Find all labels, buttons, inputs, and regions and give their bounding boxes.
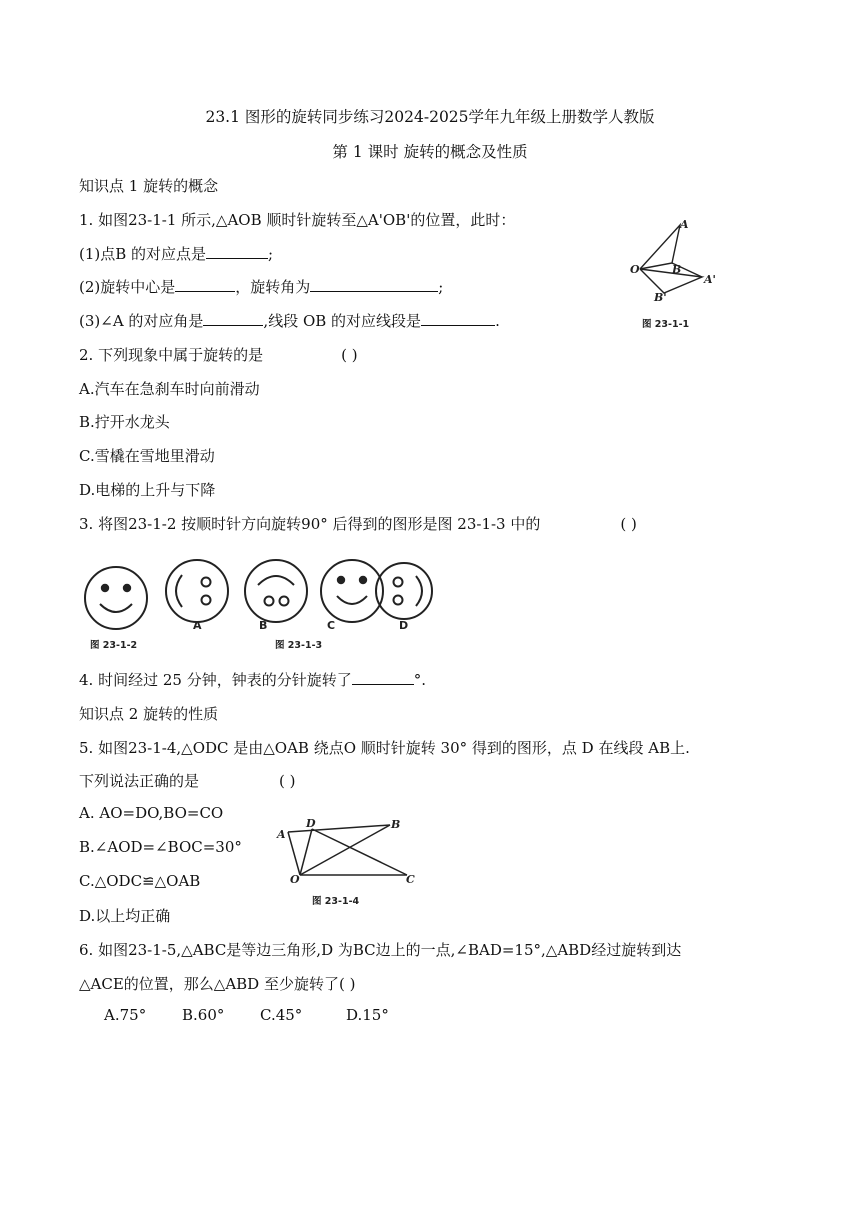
figure-caption: 图 23-1-4 bbox=[312, 896, 360, 907]
question-3-stem bbox=[79, 513, 637, 534]
q1-p3-end: . bbox=[495, 312, 500, 330]
label-B-prime: B' bbox=[654, 291, 667, 304]
question-2-stem bbox=[79, 344, 358, 365]
option-a: A. AO=DO,BO=CO bbox=[79, 804, 224, 822]
q2-stem-text: 2. 下列现象中属于旋转的是 bbox=[79, 346, 264, 364]
label-O: O bbox=[630, 263, 640, 276]
figure-faces bbox=[78, 542, 438, 652]
question-5-stem-line-1: 5. 如图23-1-4,△ODC 是由△OAB 绕点O 顺时针旋转 30° 得到的图形，点 D 在线段 AB上. bbox=[79, 739, 690, 757]
option-d: D.电梯的上升与下降 bbox=[79, 481, 216, 499]
question-4 bbox=[79, 669, 426, 690]
face-label-b: B bbox=[259, 619, 268, 632]
q4-text: 4. 时间经过 25 分钟，钟表的分针旋转了 bbox=[79, 671, 352, 689]
label-A: A bbox=[680, 218, 689, 231]
label-B: B bbox=[391, 818, 401, 831]
answer-paren: ( ) bbox=[620, 515, 637, 533]
option-a: A.75° bbox=[104, 1006, 147, 1024]
answer-blank[interactable] bbox=[206, 244, 268, 259]
q1-p3-mid: ,线段 OB 的对应线段是 bbox=[263, 312, 422, 330]
question-1-part-3 bbox=[79, 310, 500, 331]
answer-blank[interactable] bbox=[352, 670, 414, 685]
answer-blank[interactable] bbox=[175, 277, 235, 292]
label-B: B bbox=[672, 263, 682, 276]
figure-caption-23-1-3: 图 23-1-3 bbox=[275, 640, 323, 651]
option-d: D.15° bbox=[346, 1006, 389, 1024]
question-1-stem: 1. 如图23-1-1 所示,△AOB 顺时针旋转至△A'OB'的位置，此时： bbox=[79, 211, 516, 229]
question-6-stem-line-1: 6. 如图23-1-5,△ABC是等边三角形,D 为BC边上的一点,∠BAD=15°,△ABD经过旋转到达 bbox=[79, 941, 682, 959]
option-c: C.△ODC≌△OAB bbox=[79, 872, 201, 890]
q4-end: °. bbox=[413, 671, 426, 689]
answer-blank[interactable] bbox=[421, 311, 495, 326]
option-a: A.汽车在急刹车时向前滑动 bbox=[79, 380, 260, 398]
face-label-a: A bbox=[193, 619, 202, 632]
face-label-d: D bbox=[399, 619, 409, 632]
label-A: A bbox=[277, 828, 286, 841]
figure-caption: 图 23-1-1 bbox=[642, 319, 690, 330]
question-1-part-2 bbox=[79, 276, 443, 297]
label-O: O bbox=[290, 873, 300, 886]
q1-p2-text: (2)旋转中心是 bbox=[79, 278, 176, 296]
q1-p1-end: ; bbox=[268, 245, 274, 263]
option-c: C.45° bbox=[260, 1006, 303, 1024]
face-label-c: C bbox=[327, 619, 336, 632]
figure-23-1-4 bbox=[272, 818, 432, 910]
option-d: D.以上均正确 bbox=[79, 907, 171, 925]
q3-stem-text: 3. 将图23-1-2 按顺时针方向旋转90° 后得到的图形是图 23-1-3 中的 bbox=[79, 515, 541, 533]
answer-paren: ( ) bbox=[279, 772, 296, 790]
label-D: D bbox=[306, 818, 316, 830]
section-heading-concept: 知识点 1 旋转的概念 bbox=[79, 177, 219, 195]
answer-blank[interactable] bbox=[203, 311, 263, 326]
question-1-part-1 bbox=[79, 243, 273, 264]
section-heading-properties: 知识点 2 旋转的性质 bbox=[79, 705, 219, 723]
answer-paren: ( ) bbox=[341, 346, 358, 364]
question-5-stem-line-2 bbox=[79, 770, 296, 791]
q5-stem-text: 下列说法正确的是 bbox=[79, 772, 200, 790]
question-6-stem-line-2: △ACE的位置，那么△ABD 至少旋转了( ) bbox=[79, 975, 356, 993]
label-A-prime: A' bbox=[704, 273, 716, 286]
figure-23-1-1 bbox=[622, 215, 727, 333]
q1-p2-mid: ，旋转角为 bbox=[235, 278, 311, 296]
answer-blank[interactable] bbox=[310, 277, 438, 292]
figure-caption-23-1-2: 图 23-1-2 bbox=[90, 640, 138, 651]
q1-p2-end: ; bbox=[438, 278, 444, 296]
option-b: B.60° bbox=[182, 1006, 225, 1024]
option-b: B.拧开水龙头 bbox=[79, 413, 170, 431]
lesson-subtitle: 第 1 课时 旋转的概念及性质 bbox=[332, 143, 528, 161]
option-c: C.雪橇在雪地里滑动 bbox=[79, 447, 215, 465]
q1-p3-text: (3)∠A 的对应角是 bbox=[79, 312, 204, 330]
option-b: B.∠AOD=∠BOC=30° bbox=[79, 838, 242, 856]
q1-p1-text: (1)点B 的对应点是 bbox=[79, 245, 207, 263]
label-C: C bbox=[406, 873, 415, 886]
worksheet-title: 23.1 图形的旋转同步练习2024-2025学年九年级上册数学人教版 bbox=[205, 108, 655, 126]
